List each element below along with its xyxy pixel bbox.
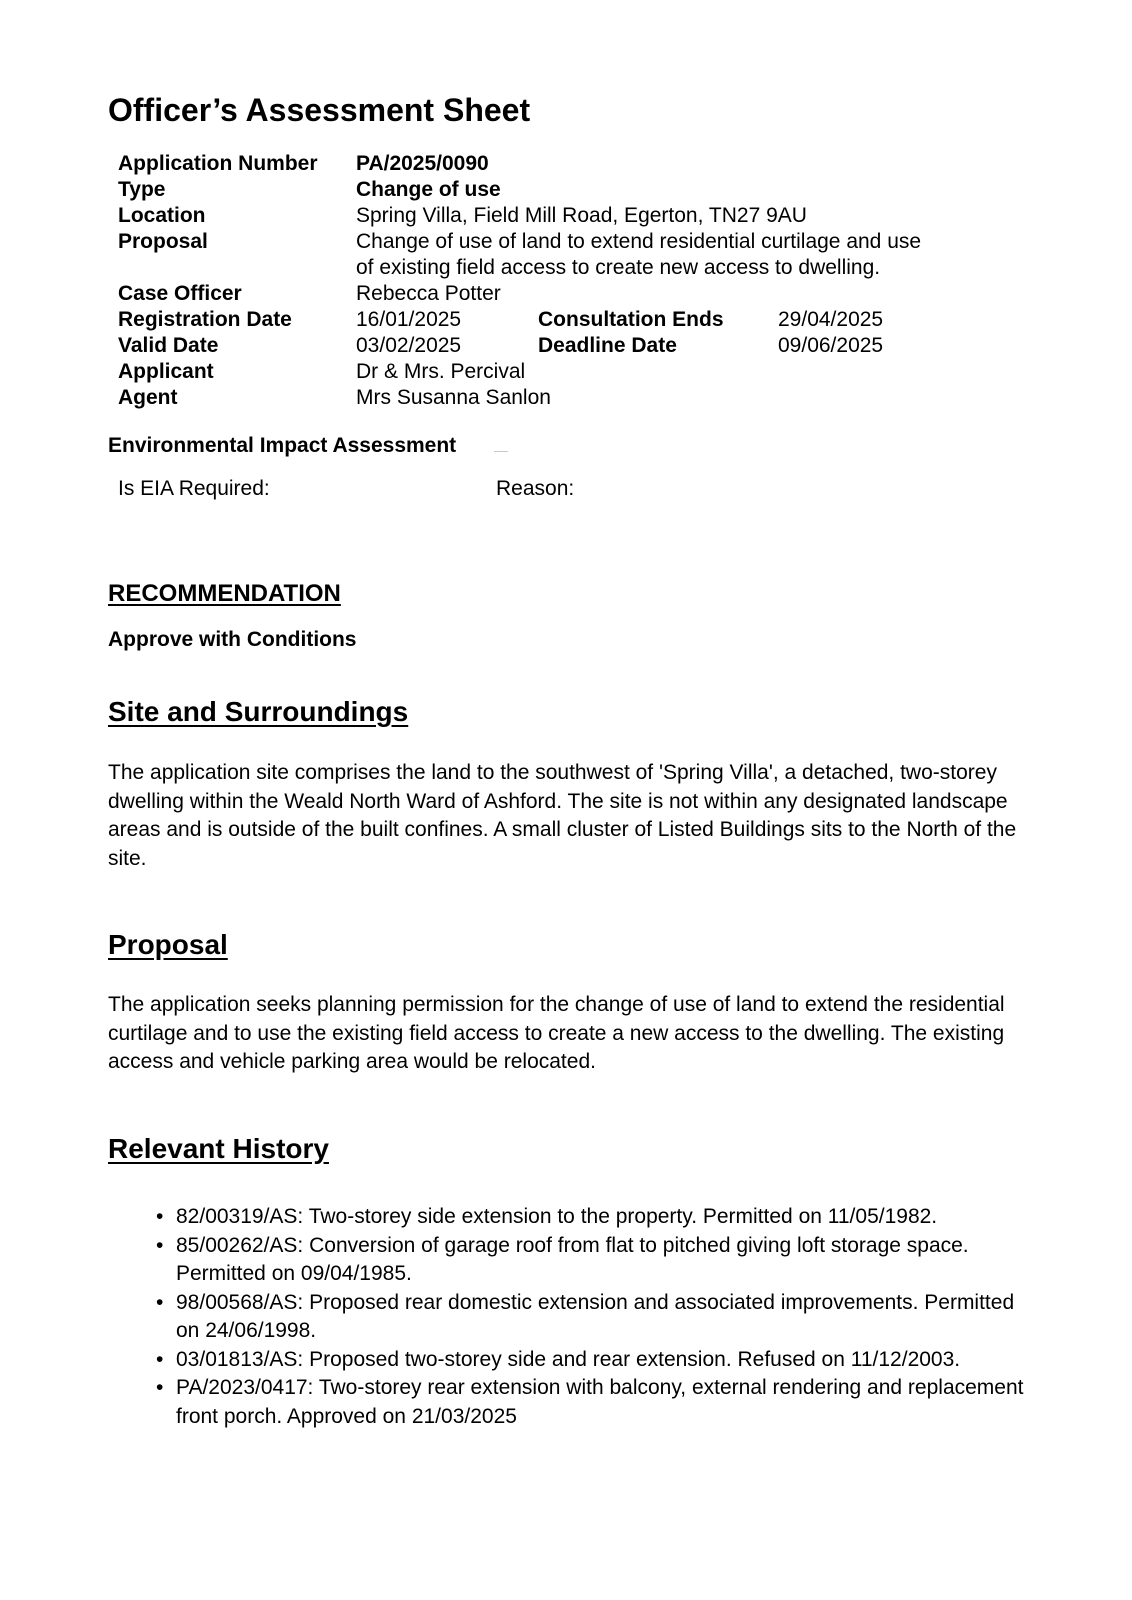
proposal-text: The application seeks planning permission for the change of use of land to extend the residential curtilage and to use the existing field access to create a new access to the dwelling. The existing access and vehicle parking area would be relocated. bbox=[108, 993, 1005, 1073]
history-item bbox=[156, 1203, 1026, 1232]
history-item-text: 98/00568/AS: Proposed rear domestic extension and associated improvements. Permitted on 24/06/1998. bbox=[176, 1290, 1015, 1342]
deadline-date-label: Deadline Date bbox=[538, 334, 677, 357]
valid-date-value: 03/02/2025 bbox=[356, 334, 462, 357]
case-officer-label: Case Officer bbox=[118, 282, 242, 305]
recommendation-heading: RECOMMENDATION bbox=[108, 580, 341, 607]
application-number-label: Application Number bbox=[118, 152, 318, 175]
applicant-value: Dr & Mrs. Percival bbox=[356, 360, 526, 383]
proposal-heading: Proposal bbox=[108, 929, 228, 960]
history-item bbox=[156, 1289, 1026, 1346]
agent-value: Mrs Susanna Sanlon bbox=[356, 386, 551, 409]
registration-date-value: 16/01/2025 bbox=[356, 308, 462, 331]
history-item-text: 82/00319/AS: Two-storey side extension to the property. Permitted on 11/05/1982. bbox=[176, 1205, 938, 1228]
location-label: Location bbox=[118, 204, 206, 227]
recommendation-value: Approve with Conditions bbox=[108, 628, 357, 651]
site-surroundings-text: The application site comprises the land to the southwest of 'Spring Villa', a detached, two-storey dwelling within the Weald North Ward of Ashford. The site is not within any designated landscape areas and is outside of the built confines. A small cluster of Listed Buildings sits to the North of the site. bbox=[108, 761, 1017, 870]
history-item bbox=[156, 1374, 1026, 1431]
relevant-history-heading: Relevant History bbox=[108, 1133, 329, 1164]
history-item bbox=[156, 1232, 1026, 1289]
history-item-text: 03/01813/AS: Proposed two-storey side and rear extension. Refused on 11/12/2003. bbox=[176, 1347, 961, 1371]
eia-required-label: Is EIA Required: bbox=[118, 477, 270, 500]
bullet-icon: • bbox=[156, 1290, 164, 1314]
eia-heading: Environmental Impact Assessment bbox=[108, 434, 457, 457]
type-value: Change of use bbox=[356, 178, 501, 201]
valid-date-label: Valid Date bbox=[118, 334, 219, 357]
consultation-ends-value: 29/04/2025 bbox=[778, 308, 884, 331]
relevant-history-list bbox=[156, 1203, 1026, 1431]
history-item-text: 85/00262/AS: Conversion of garage roof from flat to pitched giving loft storage space. Permitted on 09/04/1985. bbox=[176, 1233, 969, 1285]
proposal-label: Proposal bbox=[118, 230, 208, 253]
bullet-icon: • bbox=[156, 1233, 164, 1257]
bullet-icon: • bbox=[156, 1347, 164, 1371]
application-number-value: PA/2025/0090 bbox=[356, 152, 489, 175]
history-item bbox=[156, 1346, 1026, 1375]
deadline-date-value: 09/06/2025 bbox=[778, 334, 884, 357]
proposal-value-line2: of existing field access to create new access to dwelling. bbox=[356, 256, 881, 279]
eia-reason-label: Reason: bbox=[496, 477, 575, 500]
page-title: Officer’s Assessment Sheet bbox=[108, 92, 531, 128]
case-officer-value: Rebecca Potter bbox=[356, 282, 501, 305]
bullet-icon: • bbox=[156, 1376, 164, 1399]
consultation-ends-label: Consultation Ends bbox=[538, 308, 724, 331]
bullet-icon: • bbox=[156, 1205, 164, 1228]
applicant-label: Applicant bbox=[118, 360, 214, 383]
eia-field-marker bbox=[494, 451, 508, 452]
site-surroundings-heading: Site and Surroundings bbox=[108, 696, 409, 727]
proposal-value-line1: Change of use of land to extend residential curtilage and use bbox=[356, 230, 922, 253]
agent-label: Agent bbox=[118, 386, 178, 409]
location-value: Spring Villa, Field Mill Road, Egerton, TN27 9AU bbox=[356, 204, 807, 227]
registration-date-label: Registration Date bbox=[118, 308, 292, 331]
history-item-text: PA/2023/0417: Two-storey rear extension with balcony, external rendering and replacement front porch. Approved on 21/03/2025 bbox=[176, 1376, 1024, 1428]
type-label: Type bbox=[118, 178, 166, 201]
